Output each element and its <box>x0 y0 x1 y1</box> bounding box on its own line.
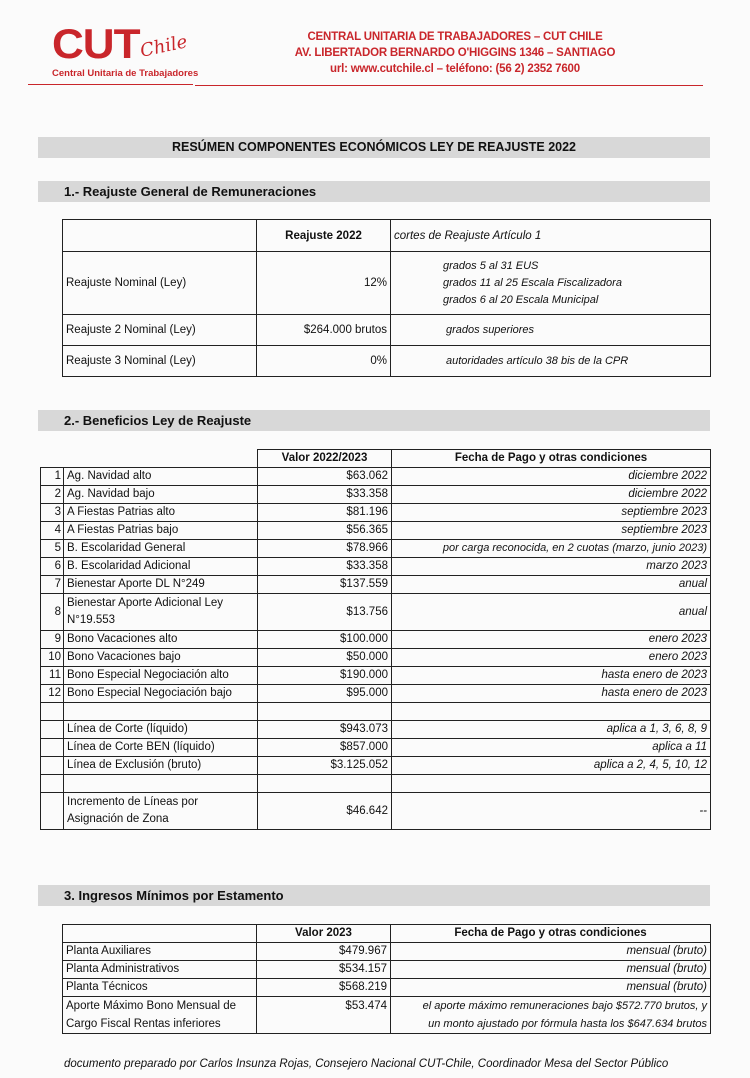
letterhead-text <box>290 29 620 77</box>
logo-wordmark: CUT <box>52 20 140 67</box>
row-number: 12 <box>41 685 64 703</box>
table-row <box>41 522 711 540</box>
table-row <box>41 685 711 703</box>
logo-script: Chile <box>138 31 190 62</box>
row-label: Línea de Exclusión (bruto) <box>64 757 258 775</box>
row-value: $534.157 <box>257 961 391 979</box>
row-label: Bienestar Aporte Adicional Ley N°19.553 <box>64 594 258 631</box>
col-valor: Valor 2023 <box>257 925 391 943</box>
table-header-row <box>63 925 711 943</box>
row-value: $137.559 <box>258 576 392 594</box>
row-condition: aplica a 2, 4, 5, 10, 12 <box>392 757 711 775</box>
col-valor: Valor 2022/2023 <box>258 450 392 468</box>
row-value: $190.000 <box>258 667 392 685</box>
spacer-row <box>41 775 711 793</box>
row-value: $95.000 <box>258 685 392 703</box>
table-row <box>41 540 711 558</box>
row-value: $63.062 <box>258 468 392 486</box>
table-row <box>41 594 711 631</box>
row-condition: diciembre 2022 <box>392 486 711 504</box>
row-condition: marzo 2023 <box>392 558 711 576</box>
table-row <box>41 757 711 775</box>
row-label: Bono Vacaciones bajo <box>64 649 258 667</box>
row-number: 7 <box>41 576 64 594</box>
row-label: Aporte Máximo Bono Mensual de Cargo Fiscal Rentas inferiores <box>63 997 257 1034</box>
empty-cell <box>41 450 64 468</box>
table-row <box>63 252 711 315</box>
row-condition: aplica a 1, 3, 6, 8, 9 <box>392 721 711 739</box>
empty-cell <box>63 925 257 943</box>
section2-title: 2.- Beneficios Ley de Reajuste <box>64 413 252 428</box>
table-row <box>41 504 711 522</box>
section3-heading <box>38 885 710 906</box>
note-line: grados 6 al 20 Escala Municipal <box>443 293 599 306</box>
row-label: Bienestar Aporte DL N°249 <box>64 576 258 594</box>
row-label: Planta Técnicos <box>63 979 257 997</box>
row-label: B. Escolaridad General <box>64 540 258 558</box>
row-value: $46.642 <box>258 793 392 830</box>
beneficios-table <box>40 449 711 830</box>
table-row <box>41 631 711 649</box>
row-label: Línea de Corte BEN (líquido) <box>64 739 258 757</box>
row-condition: hasta enero de 2023 <box>392 685 711 703</box>
row-value: 12% <box>257 252 391 315</box>
row-number: 6 <box>41 558 64 576</box>
row-value: 0% <box>257 346 391 377</box>
row-condition: mensual (bruto) <box>391 943 711 961</box>
row-number: 9 <box>41 631 64 649</box>
table-row <box>41 649 711 667</box>
section2-heading <box>38 410 710 431</box>
row-condition: anual <box>392 594 711 631</box>
reajuste-table <box>62 219 711 377</box>
row-condition: septiembre 2023 <box>392 522 711 540</box>
table-row <box>63 346 711 377</box>
table-row <box>41 793 711 830</box>
table-row <box>41 721 711 739</box>
table-row <box>41 468 711 486</box>
row-value: $100.000 <box>258 631 392 649</box>
row-value: $943.073 <box>258 721 392 739</box>
table-row <box>41 576 711 594</box>
row-label: Ag. Navidad alto <box>64 468 258 486</box>
letterhead <box>0 0 750 96</box>
row-label: Reajuste Nominal (Ley) <box>63 252 257 315</box>
table-row <box>63 943 711 961</box>
condition-line: el aporte máximo remuneraciones bajo $572.770 brutos, y <box>422 1000 707 1012</box>
row-value: $33.358 <box>258 486 392 504</box>
row-value: $50.000 <box>258 649 392 667</box>
row-number: 2 <box>41 486 64 504</box>
table-row <box>63 961 711 979</box>
row-condition: hasta enero de 2023 <box>392 667 711 685</box>
spacer-row <box>41 703 711 721</box>
row-label: Planta Auxiliares <box>63 943 257 961</box>
col-reajuste: Reajuste 2022 <box>257 220 391 252</box>
table-header-row <box>63 220 711 252</box>
empty-cell <box>64 450 258 468</box>
row-label: Línea de Corte (líquido) <box>64 721 258 739</box>
table-row <box>63 315 711 346</box>
section1-title: 1.- Reajuste General de Remuneraciones <box>64 184 317 199</box>
row-note: grados superiores <box>391 315 711 346</box>
row-condition <box>391 997 711 1034</box>
table-row <box>63 997 711 1034</box>
row-condition: septiembre 2023 <box>392 504 711 522</box>
row-value: $568.219 <box>257 979 391 997</box>
row-value: $53.474 <box>257 997 391 1034</box>
col-condiciones: Fecha de Pago y otras condiciones <box>391 925 711 943</box>
page-title: RESÚMEN COMPONENTES ECONÓMICOS LEY DE REAJUSTE 2022 <box>38 137 710 158</box>
row-label: Bono Vacaciones alto <box>64 631 258 649</box>
row-number: 1 <box>41 468 64 486</box>
row-value: $857.000 <box>258 739 392 757</box>
row-number: 11 <box>41 667 64 685</box>
col-condiciones: Fecha de Pago y otras condiciones <box>392 450 711 468</box>
row-condition: enero 2023 <box>392 631 711 649</box>
row-label: Reajuste 2 Nominal (Ley) <box>63 315 257 346</box>
row-value: $3.125.052 <box>258 757 392 775</box>
header-divider <box>195 85 703 86</box>
row-label: Bono Especial Negociación bajo <box>64 685 258 703</box>
row-value: $264.000 brutos <box>257 315 391 346</box>
logo-subtitle: Central Unitaria de Trabajadores <box>52 68 199 79</box>
row-value: $78.966 <box>258 540 392 558</box>
empty-cell <box>63 220 257 252</box>
row-label: Bono Especial Negociación alto <box>64 667 258 685</box>
row-label: Reajuste 3 Nominal (Ley) <box>63 346 257 377</box>
col-cortes: cortes de Reajuste Artículo 1 <box>391 220 711 252</box>
row-condition: por carga reconocida, en 2 cuotas (marzo, junio 2023) <box>392 540 711 558</box>
note-line: grados 11 al 25 Escala Fiscalizadora <box>443 276 622 289</box>
row-value: $81.196 <box>258 504 392 522</box>
row-label: Planta Administrativos <box>63 961 257 979</box>
logo-underline <box>28 84 193 85</box>
row-label: B. Escolaridad Adicional <box>64 558 258 576</box>
row-number: 4 <box>41 522 64 540</box>
row-label: Incremento de Líneas por Asignación de Zona <box>64 793 258 830</box>
cut-logo <box>48 20 199 86</box>
row-condition: aplica a 11 <box>392 739 711 757</box>
row-condition: mensual (bruto) <box>391 961 711 979</box>
condition-line: un monto ajustado por fórmula hasta los $647.634 brutos <box>428 1018 707 1030</box>
footer-note: documento preparado por Carlos Insunza Rojas, Consejero Nacional CUT-Chile, Coordinador Mesa del Sector Público <box>64 1058 669 1070</box>
row-condition: -- <box>392 793 711 830</box>
row-condition: anual <box>392 576 711 594</box>
row-label: A Fiestas Patrias alto <box>64 504 258 522</box>
row-condition: mensual (bruto) <box>391 979 711 997</box>
row-value: $33.358 <box>258 558 392 576</box>
row-number: 8 <box>41 594 64 631</box>
org-address: AV. LIBERTADOR BERNARDO O'HIGGINS 1346 – SANTIAGO <box>294 47 616 59</box>
row-note <box>391 252 711 315</box>
section1-heading <box>38 181 710 202</box>
row-value: $13.756 <box>258 594 392 631</box>
row-value: $479.967 <box>257 943 391 961</box>
table-header-row <box>41 450 711 468</box>
row-condition: diciembre 2022 <box>392 468 711 486</box>
table-row <box>41 558 711 576</box>
org-name: CENTRAL UNITARIA DE TRABAJADORES – CUT CHILE <box>307 31 603 43</box>
section3-title: 3. Ingresos Mínimos por Estamento <box>64 888 284 903</box>
row-label: Ag. Navidad bajo <box>64 486 258 504</box>
ingresos-table <box>62 924 711 1034</box>
row-note: autoridades artículo 38 bis de la CPR <box>391 346 711 377</box>
row-number: 5 <box>41 540 64 558</box>
row-number: 10 <box>41 649 64 667</box>
org-contact: url: www.cutchile.cl – teléfono: (56 2) 2352 7600 <box>330 63 580 75</box>
row-condition: enero 2023 <box>392 649 711 667</box>
table-row <box>63 979 711 997</box>
row-number: 3 <box>41 504 64 522</box>
note-line: grados 5 al 31 EUS <box>443 259 539 272</box>
table-row <box>41 486 711 504</box>
table-row <box>41 739 711 757</box>
row-value: $56.365 <box>258 522 392 540</box>
row-label: A Fiestas Patrias bajo <box>64 522 258 540</box>
table-row <box>41 667 711 685</box>
